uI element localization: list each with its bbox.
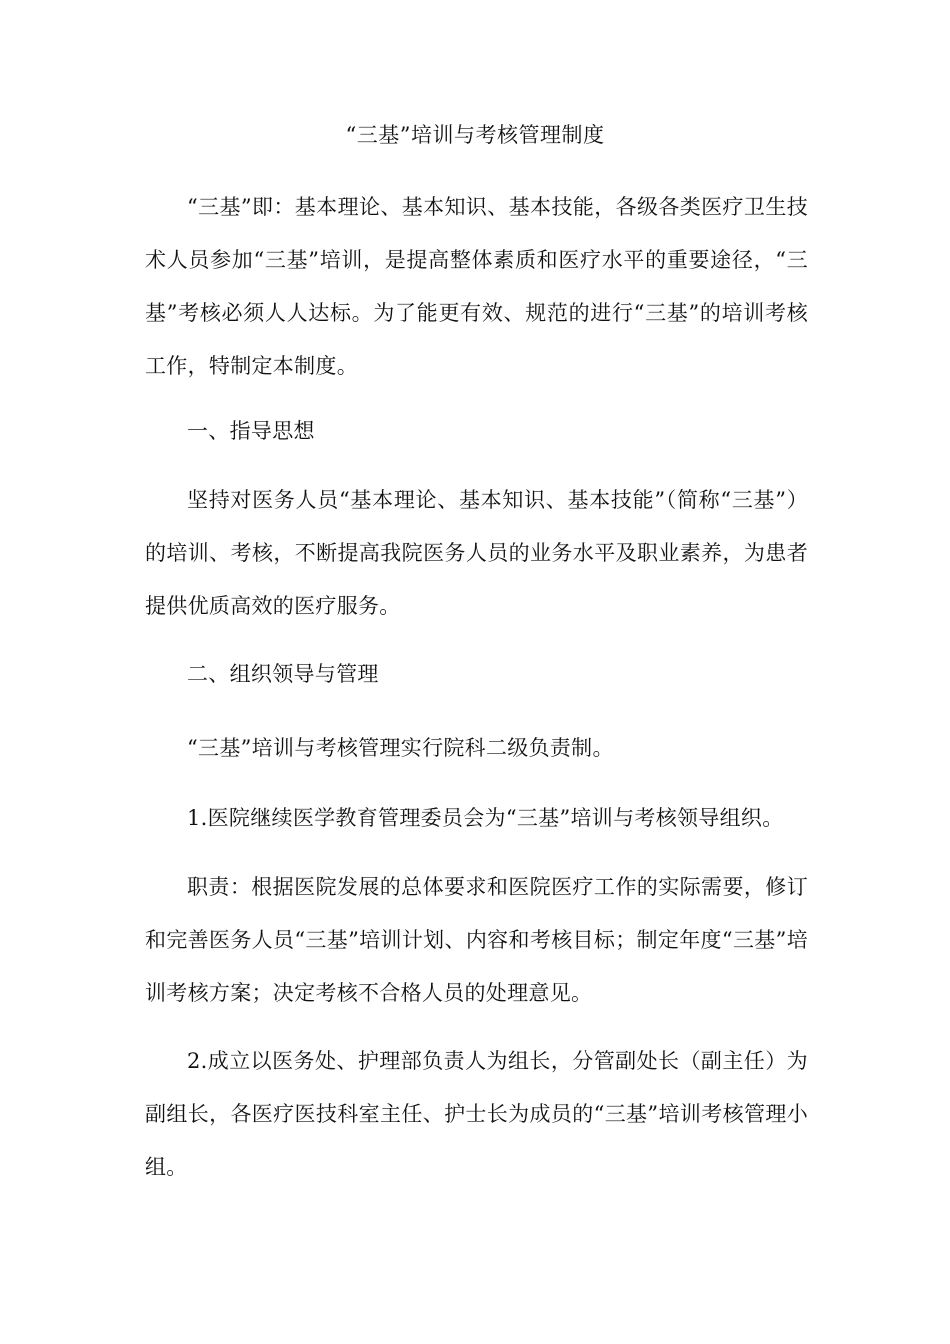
item-1-paragraph: 1.医院继续医学教育管理委员会为“三基”培训与考核领导组织。	[187, 806, 784, 830]
section-1-heading: 一、指导思想	[187, 419, 315, 443]
document-title: “三基”培训与考核管理制度	[345, 123, 605, 147]
item-2-paragraph: 2.成立以医务处、护理部负责人为组长，分管副处长（副主任）为副组长，各医疗医技科室主任、护士长为成员的“三基”培训考核管理小组。	[145, 1049, 808, 1179]
section-1-paragraph: 坚持对医务人员“基本理论、基本知识、基本技能”（简称“三基”）的培训、考核，不断提高我院医务人员的业务水平及职业素养，为患者提供优质高效的医疗服务。	[145, 488, 808, 618]
section-2-intro-paragraph: “三基”培训与考核管理实行院科二级负责制。	[187, 736, 614, 760]
intro-paragraph: “三基”即：基本理论、基本知识、基本技能，各级各类医疗卫生技术人员参加“三基”培训，是提高整体素质和医疗水平的重要途径，“三基”考核必须人人达标。为了能更有效、规范的进行“三基”的培训考核工作，特制定本制度。	[145, 195, 808, 378]
section-2-heading: 二、组织领导与管理	[187, 662, 379, 686]
item-1-duty-paragraph: 职责：根据医院发展的总体要求和医院医疗工作的实际需要，修订和完善医务人员“三基”培训计划、内容和考核目标；制定年度“三基”培训考核方案；决定考核不合格人员的处理意见。	[145, 875, 808, 1005]
